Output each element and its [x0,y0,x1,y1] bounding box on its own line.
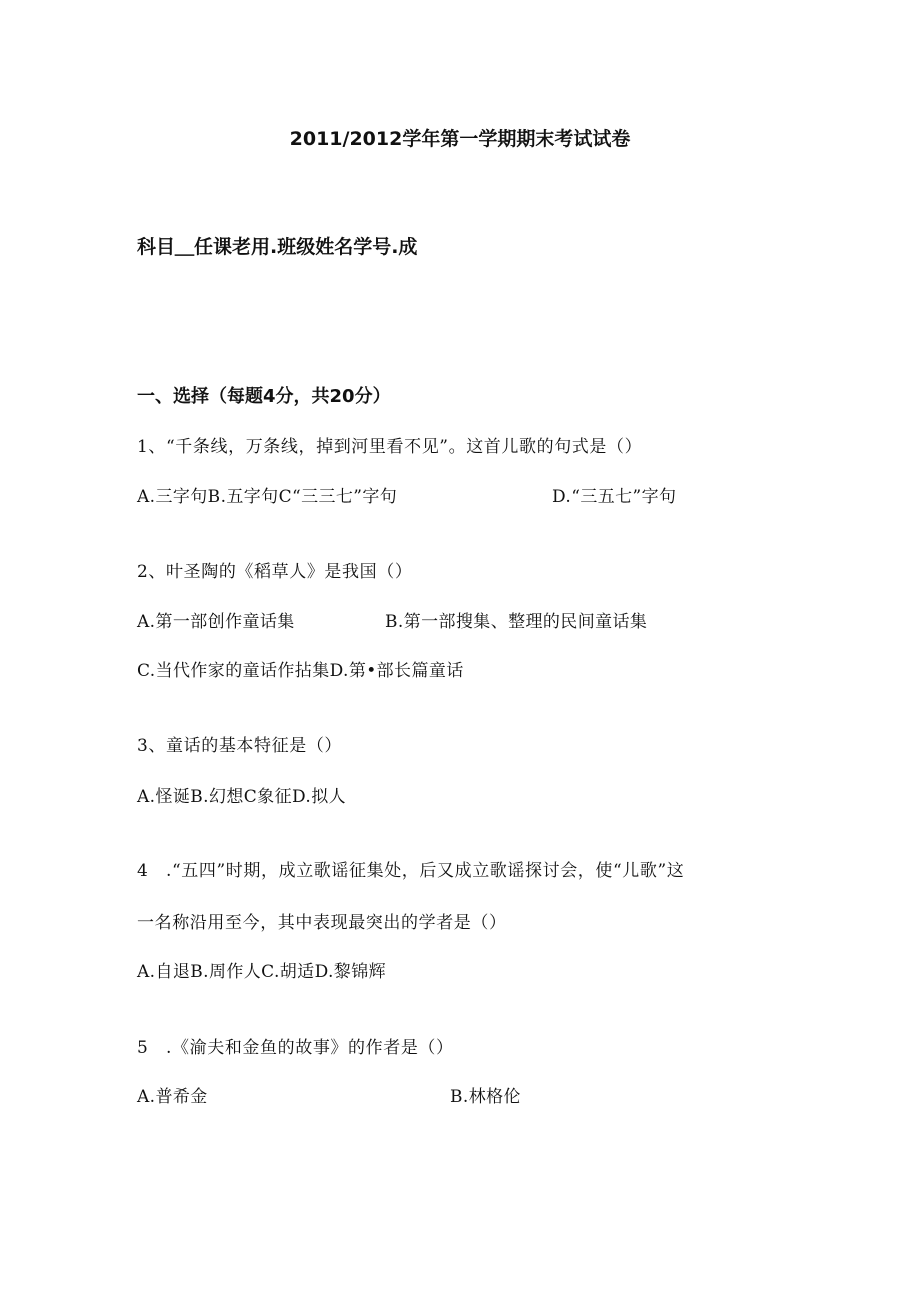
question-4-options: A.自退B.周作人C.胡适D.黎锦辉 [137,962,387,982]
question-1-stem: 1、“千条线，万条线，掉到河里看不见”。这首儿歌的句式是（） [137,437,643,457]
question-5-option-a: A.普希金 [137,1087,208,1107]
section-heading-choice: 一、选择（每题4分，共20分） [137,386,391,407]
question-3-options: A.怪诞B.幻想C象征D.拟人 [137,787,347,807]
question-1-options-abc: A.三字句B.五字句C“三三七”字句 [137,487,398,507]
question-2-option-a: A.第一部创作童话集 [137,612,295,632]
exam-header-info: 科目＿任课老用.班级姓名学号.成 [137,236,418,258]
question-2-options-cd: C.当代作家的童话作拈集D.第•部长篇童话 [137,661,464,681]
question-1-option-d: D.“三五七”字句 [552,487,677,507]
question-5-stem: 5 .《渝夫和金鱼的故事》的作者是（） [137,1038,454,1058]
question-4-stem-line1: 4 .“五四”时期，成立歌谣征集处，后又成立歌谣探讨会，使“儿歌”这 [137,861,685,881]
question-3-stem: 3、童话的基本特征是（） [137,736,343,756]
question-5-option-b: B.林格伦 [450,1087,521,1107]
exam-title: 2011/2012学年第一学期期末考试试卷 [289,128,631,150]
question-2-stem: 2、叶圣陶的《稻草人》是我国（） [137,562,413,582]
question-4-stem-line2: 一名称沿用至今，其中表现最突出的学者是（） [137,913,507,933]
question-2-option-b: B.第一部搜集、整理的民间童话集 [385,612,648,632]
